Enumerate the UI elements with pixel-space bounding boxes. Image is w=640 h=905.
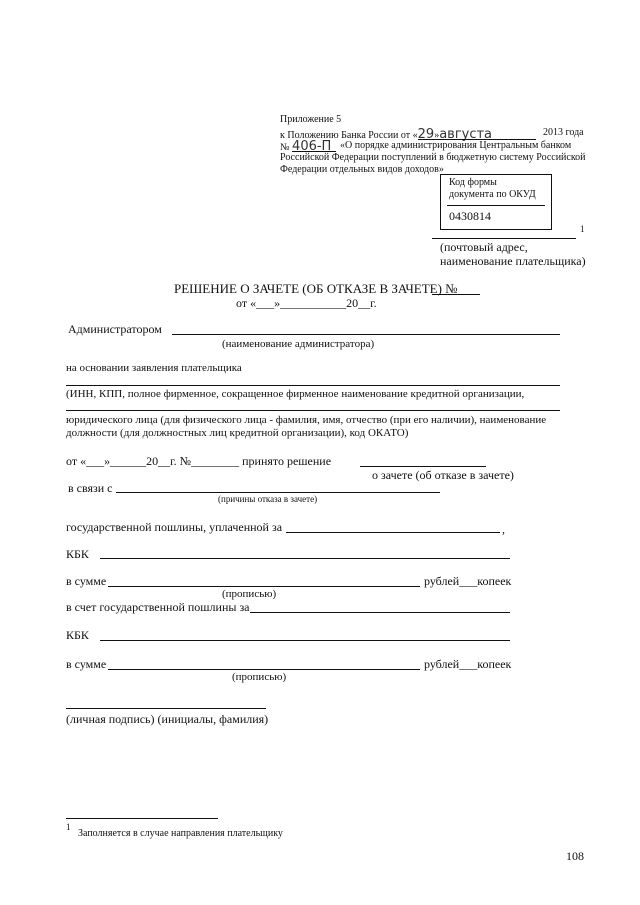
document-number-line: [432, 294, 480, 295]
okud-label-line1: Код формы: [449, 177, 497, 188]
duty-text: государственной пошлины, уплаченной за: [66, 520, 283, 534]
signature-caption: (личная подпись) (инициалы, фамилия): [66, 712, 269, 726]
document-title: РЕШЕНИЕ О ЗАЧЕТЕ (ОБ ОТКАЗЕ В ЗАЧЕТЕ) №: [174, 281, 458, 296]
basis-text: на основании заявления плательщика: [66, 362, 242, 374]
footnote-separator: [66, 818, 218, 819]
appendix-month: августа: [439, 127, 493, 142]
decision-date: от «___»______20__г. №________ принято решение: [66, 454, 332, 468]
sum2-caption: (прописью): [232, 671, 287, 683]
footnote-mark: 1: [66, 822, 71, 832]
decision-caption: о зачете (об отказе в зачете): [372, 468, 514, 482]
appendix-year: 2013 года: [543, 127, 584, 138]
appendix-prefix: к Положению Банка России от «: [280, 130, 418, 141]
appendix-number: 406-П: [292, 139, 332, 154]
document-date: от «___»___________20__г.: [236, 296, 377, 310]
appendix-title: Приложение 5: [280, 114, 342, 125]
legal-caption-line2: должности (для должностных лиц кредитной организации), код ОКАТО): [66, 427, 409, 439]
sum1-suffix: рублей___копеек: [424, 574, 512, 588]
address-line: [432, 238, 576, 239]
payer-field[interactable]: [66, 385, 560, 386]
sum1-field[interactable]: [108, 586, 420, 587]
duty-field[interactable]: [286, 532, 500, 533]
okud-table: [440, 174, 552, 230]
inn-caption: (ИНН, КПП, полное фирменное, сокращенное фирменное наименование кредитной организации,: [66, 388, 525, 400]
reason-caption: (причины отказа в зачете): [218, 494, 318, 504]
address-caption-line1: (почтовый адрес,: [440, 240, 528, 254]
sum2-label: в сумме: [66, 657, 107, 671]
appendix-regulation-title: «О порядке администрирования Центральным банком: [340, 140, 572, 151]
payer-field-2[interactable]: [66, 410, 560, 411]
sum1-label: в сумме: [66, 574, 107, 588]
sum2-field[interactable]: [108, 669, 420, 670]
appendix-day: 29: [417, 127, 435, 142]
appendix-regulation-line5: Федерации отдельных видов доходов»: [280, 164, 444, 175]
appendix-regulation-line4: Российской Федерации поступлений в бюджетную систему Российской: [280, 152, 586, 163]
sum2-suffix: рублей___копеек: [424, 657, 512, 671]
page-number: 108: [566, 849, 584, 863]
signature-field[interactable]: [66, 708, 266, 709]
okud-label-line2: документа по ОКУД: [449, 189, 536, 200]
kbk1-field[interactable]: [100, 558, 510, 559]
kbk2-field[interactable]: [100, 640, 510, 641]
administrator-caption: (наименование администратора): [222, 338, 375, 350]
footnote-text: Заполняется в случае направления плательщику: [78, 828, 283, 839]
address-footnote-mark: 1: [580, 224, 585, 234]
duty-account-field[interactable]: [250, 612, 510, 613]
administrator-label: Администратором: [68, 322, 162, 336]
appendix-regulation-line: к Положению Банка России от «29»августа: [280, 127, 493, 142]
okud-code: 0430814: [449, 209, 491, 223]
kbk2-label: КБК: [66, 628, 89, 642]
legal-caption-line1: юридического лица (для физического лица - фамилия, имя, отчество (при его наличии), наименование: [66, 414, 547, 426]
duty-account-text: в счет государственной пошлины за: [66, 600, 250, 614]
okud-divider: [447, 205, 545, 206]
decision-field[interactable]: [360, 466, 486, 467]
kbk1-label: КБК: [66, 547, 89, 561]
administrator-field[interactable]: [172, 334, 560, 335]
reason-field[interactable]: [116, 492, 440, 493]
number-sign: №: [280, 142, 290, 153]
address-caption-line2: наименование плательщика): [440, 254, 586, 268]
duty-comma: ,: [502, 522, 505, 536]
reason-label: в связи с: [68, 481, 113, 495]
sum1-caption: (прописью): [222, 588, 277, 600]
